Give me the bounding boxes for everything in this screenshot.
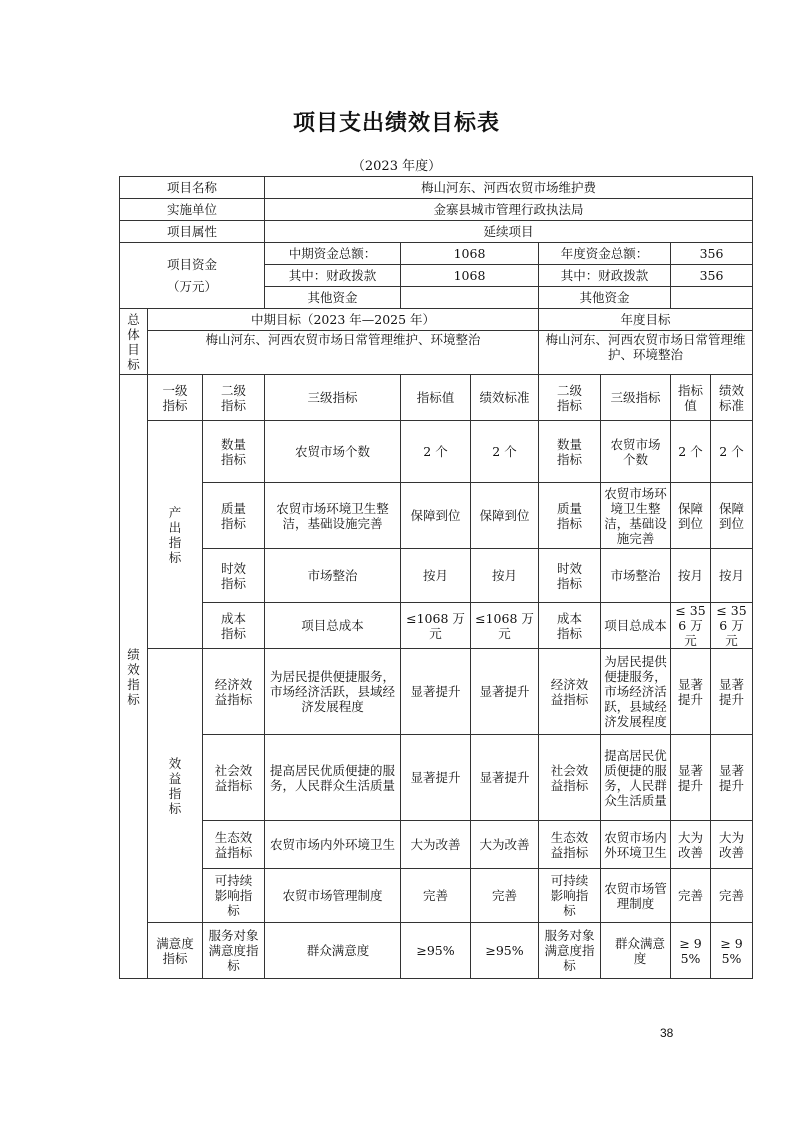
sustainable-l3: 农贸市场管理制度 <box>265 869 401 923</box>
economic-y-std: 显著提升 <box>711 649 753 735</box>
cost-std: ≤1068 万元 <box>471 603 539 649</box>
social-y-l3: 提高居民优质便捷的服务，人民群众生活质量 <box>601 735 671 821</box>
perf-indicators-label <box>120 375 148 979</box>
funds-label-cell <box>120 243 265 309</box>
ecological-y-l3: 农贸市场内外环境卫生 <box>601 821 671 869</box>
satisfaction-y-val: ≥ 95% <box>671 923 711 979</box>
mid-goal-label: 中期目标（2023 年—2025 年） <box>148 309 539 331</box>
header-l1: 一级指标 <box>148 375 203 421</box>
ecological-l2: 生态效益指标 <box>203 821 265 869</box>
year-other <box>671 287 753 309</box>
satisfaction-label: 满意度指标 <box>148 923 203 979</box>
sustainable-y-val: 完善 <box>671 869 711 923</box>
header-std: 绩效标准 <box>471 375 539 421</box>
page-number: 38 <box>660 1026 674 1040</box>
cost-y-l2: 成本指标 <box>539 603 601 649</box>
mid-other <box>401 287 539 309</box>
quality-y-val: 保障到位 <box>671 483 711 549</box>
cost-y-std: ≤ 356 万元 <box>711 603 753 649</box>
output-label-text: 产出指标 <box>168 504 182 565</box>
timeliness-y-l2: 时效指标 <box>539 549 601 603</box>
header-y-val: 指标值 <box>671 375 711 421</box>
satisfaction-val: ≥95% <box>401 923 471 979</box>
economic-y-l3: 为居民提供便捷服务，市场经济活跃，县域经济发展程度 <box>601 649 671 735</box>
satisfaction-y-l3: 群众满意度 <box>601 923 671 979</box>
social-std: 显著提升 <box>471 735 539 821</box>
effect-label-text: 效益指标 <box>168 755 182 816</box>
timeliness-y-l3: 市场整治 <box>601 549 671 603</box>
economic-val: 显著提升 <box>401 649 471 735</box>
page-title: 项目支出绩效目标表 <box>292 110 500 136</box>
economic-y-val: 显著提升 <box>671 649 711 735</box>
mid-total-label: 中期资金总额： <box>265 243 401 265</box>
ecological-std: 大为改善 <box>471 821 539 869</box>
timeliness-val: 按月 <box>401 549 471 603</box>
economic-std: 显著提升 <box>471 649 539 735</box>
year-total-label: 年度资金总额： <box>539 243 671 265</box>
impl-unit: 金寨县城市管理行政执法局 <box>265 199 753 221</box>
header-y-l3: 三级指标 <box>601 375 671 421</box>
impl-unit-label: 实施单位 <box>120 199 265 221</box>
project-name: 梅山河东、河西农贸市场维护费 <box>265 177 753 199</box>
quantity-std: 2 个 <box>471 421 539 483</box>
quantity-y-std: 2 个 <box>711 421 753 483</box>
social-l2: 社会效益指标 <box>203 735 265 821</box>
cost-l3: 项目总成本 <box>265 603 401 649</box>
year-goal: 梅山河东、河西农贸市场日常管理维护、环境整治 <box>539 331 753 375</box>
year-total: 356 <box>671 243 753 265</box>
cost-val: ≤1068 万元 <box>401 603 471 649</box>
ecological-y-l2: 生态效益指标 <box>539 821 601 869</box>
timeliness-std: 按月 <box>471 549 539 603</box>
year-fiscal: 356 <box>671 265 753 287</box>
header-y-l2: 二级指标 <box>539 375 601 421</box>
header-y-std: 绩效标准 <box>711 375 753 421</box>
cost-y-val: ≤ 356 万元 <box>671 603 711 649</box>
economic-l3: 为居民提供便捷服务，市场经济活跃，县域经济发展程度 <box>265 649 401 735</box>
overall-goal-label: 总体目标 <box>120 309 148 375</box>
quantity-val: 2 个 <box>401 421 471 483</box>
quality-y-l2: 质量指标 <box>539 483 601 549</box>
sustainable-y-l3: 农贸市场管理制度 <box>601 869 671 923</box>
sustainable-val: 完善 <box>401 869 471 923</box>
ecological-y-std: 大为改善 <box>711 821 753 869</box>
timeliness-y-std: 按月 <box>711 549 753 603</box>
satisfaction-l3: 群众满意度 <box>265 923 401 979</box>
sustainable-y-std: 完善 <box>711 869 753 923</box>
cost-y-l3: 项目总成本 <box>601 603 671 649</box>
social-l3: 提高居民优质便捷的服务，人民群众生活质量 <box>265 735 401 821</box>
header-l2: 二级指标 <box>203 375 265 421</box>
satisfaction-y-l2: 服务对象满意度指标 <box>539 923 601 979</box>
quality-y-std: 保障到位 <box>711 483 753 549</box>
mid-other-label: 其他资金 <box>265 287 401 309</box>
quality-std: 保障到位 <box>471 483 539 549</box>
timeliness-l3: 市场整治 <box>265 549 401 603</box>
year-other-label: 其他资金 <box>539 287 671 309</box>
ecological-l3: 农贸市场内外环境卫生 <box>265 821 401 869</box>
cost-l2: 成本指标 <box>203 603 265 649</box>
social-y-val: 显著提升 <box>671 735 711 821</box>
quantity-y-l2: 数量指标 <box>539 421 601 483</box>
output-indicators-label <box>148 421 203 649</box>
funds-label: 项目资金 <box>167 256 218 272</box>
social-y-std: 显著提升 <box>711 735 753 821</box>
mid-goal: 梅山河东、河西农贸市场日常管理维护、环境整治 <box>148 331 539 375</box>
satisfaction-std: ≥95% <box>471 923 539 979</box>
quality-l3: 农贸市场环境卫生整洁，基础设施完善 <box>265 483 401 549</box>
timeliness-l2: 时效指标 <box>203 549 265 603</box>
timeliness-y-val: 按月 <box>671 549 711 603</box>
quantity-l3: 农贸市场个数 <box>265 421 401 483</box>
project-name-label: 项目名称 <box>120 177 265 199</box>
header-l3: 三级指标 <box>265 375 401 421</box>
year-label: （2023 年度） <box>351 159 442 174</box>
satisfaction-y-std: ≥ 95% <box>711 923 753 979</box>
social-y-l2: 社会效益指标 <box>539 735 601 821</box>
ecological-val: 大为改善 <box>401 821 471 869</box>
mid-fiscal-label: 其中：财政拨款 <box>265 265 401 287</box>
quantity-y-val: 2 个 <box>671 421 711 483</box>
attr-value: 延续项目 <box>265 221 753 243</box>
economic-l2: 经济效益指标 <box>203 649 265 735</box>
year-fiscal-label: 其中：财政拨款 <box>539 265 671 287</box>
sustainable-std: 完善 <box>471 869 539 923</box>
performance-table <box>119 176 753 979</box>
attr-label: 项目属性 <box>120 221 265 243</box>
effect-indicators-label <box>148 649 203 923</box>
ecological-y-val: 大为改善 <box>671 821 711 869</box>
mid-fiscal: 1068 <box>401 265 539 287</box>
perf-label-text: 绩效指标 <box>127 646 140 707</box>
sustainable-y-l2: 可持续影响指标 <box>539 869 601 923</box>
header-val: 指标值 <box>401 375 471 421</box>
economic-y-l2: 经济效益指标 <box>539 649 601 735</box>
satisfaction-l2: 服务对象满意度指标 <box>203 923 265 979</box>
quality-y-l3: 农贸市场环境卫生整洁，基础设施完善 <box>601 483 671 549</box>
sustainable-l2: 可持续影响指标 <box>203 869 265 923</box>
mid-total: 1068 <box>401 243 539 265</box>
quantity-y-l3: 农贸市场个数 <box>601 421 671 483</box>
quality-l2: 质量指标 <box>203 483 265 549</box>
social-val: 显著提升 <box>401 735 471 821</box>
funds-unit: （万元） <box>167 278 218 294</box>
quantity-l2: 数量指标 <box>203 421 265 483</box>
year-goal-label: 年度目标 <box>539 309 753 331</box>
quality-val: 保障到位 <box>401 483 471 549</box>
